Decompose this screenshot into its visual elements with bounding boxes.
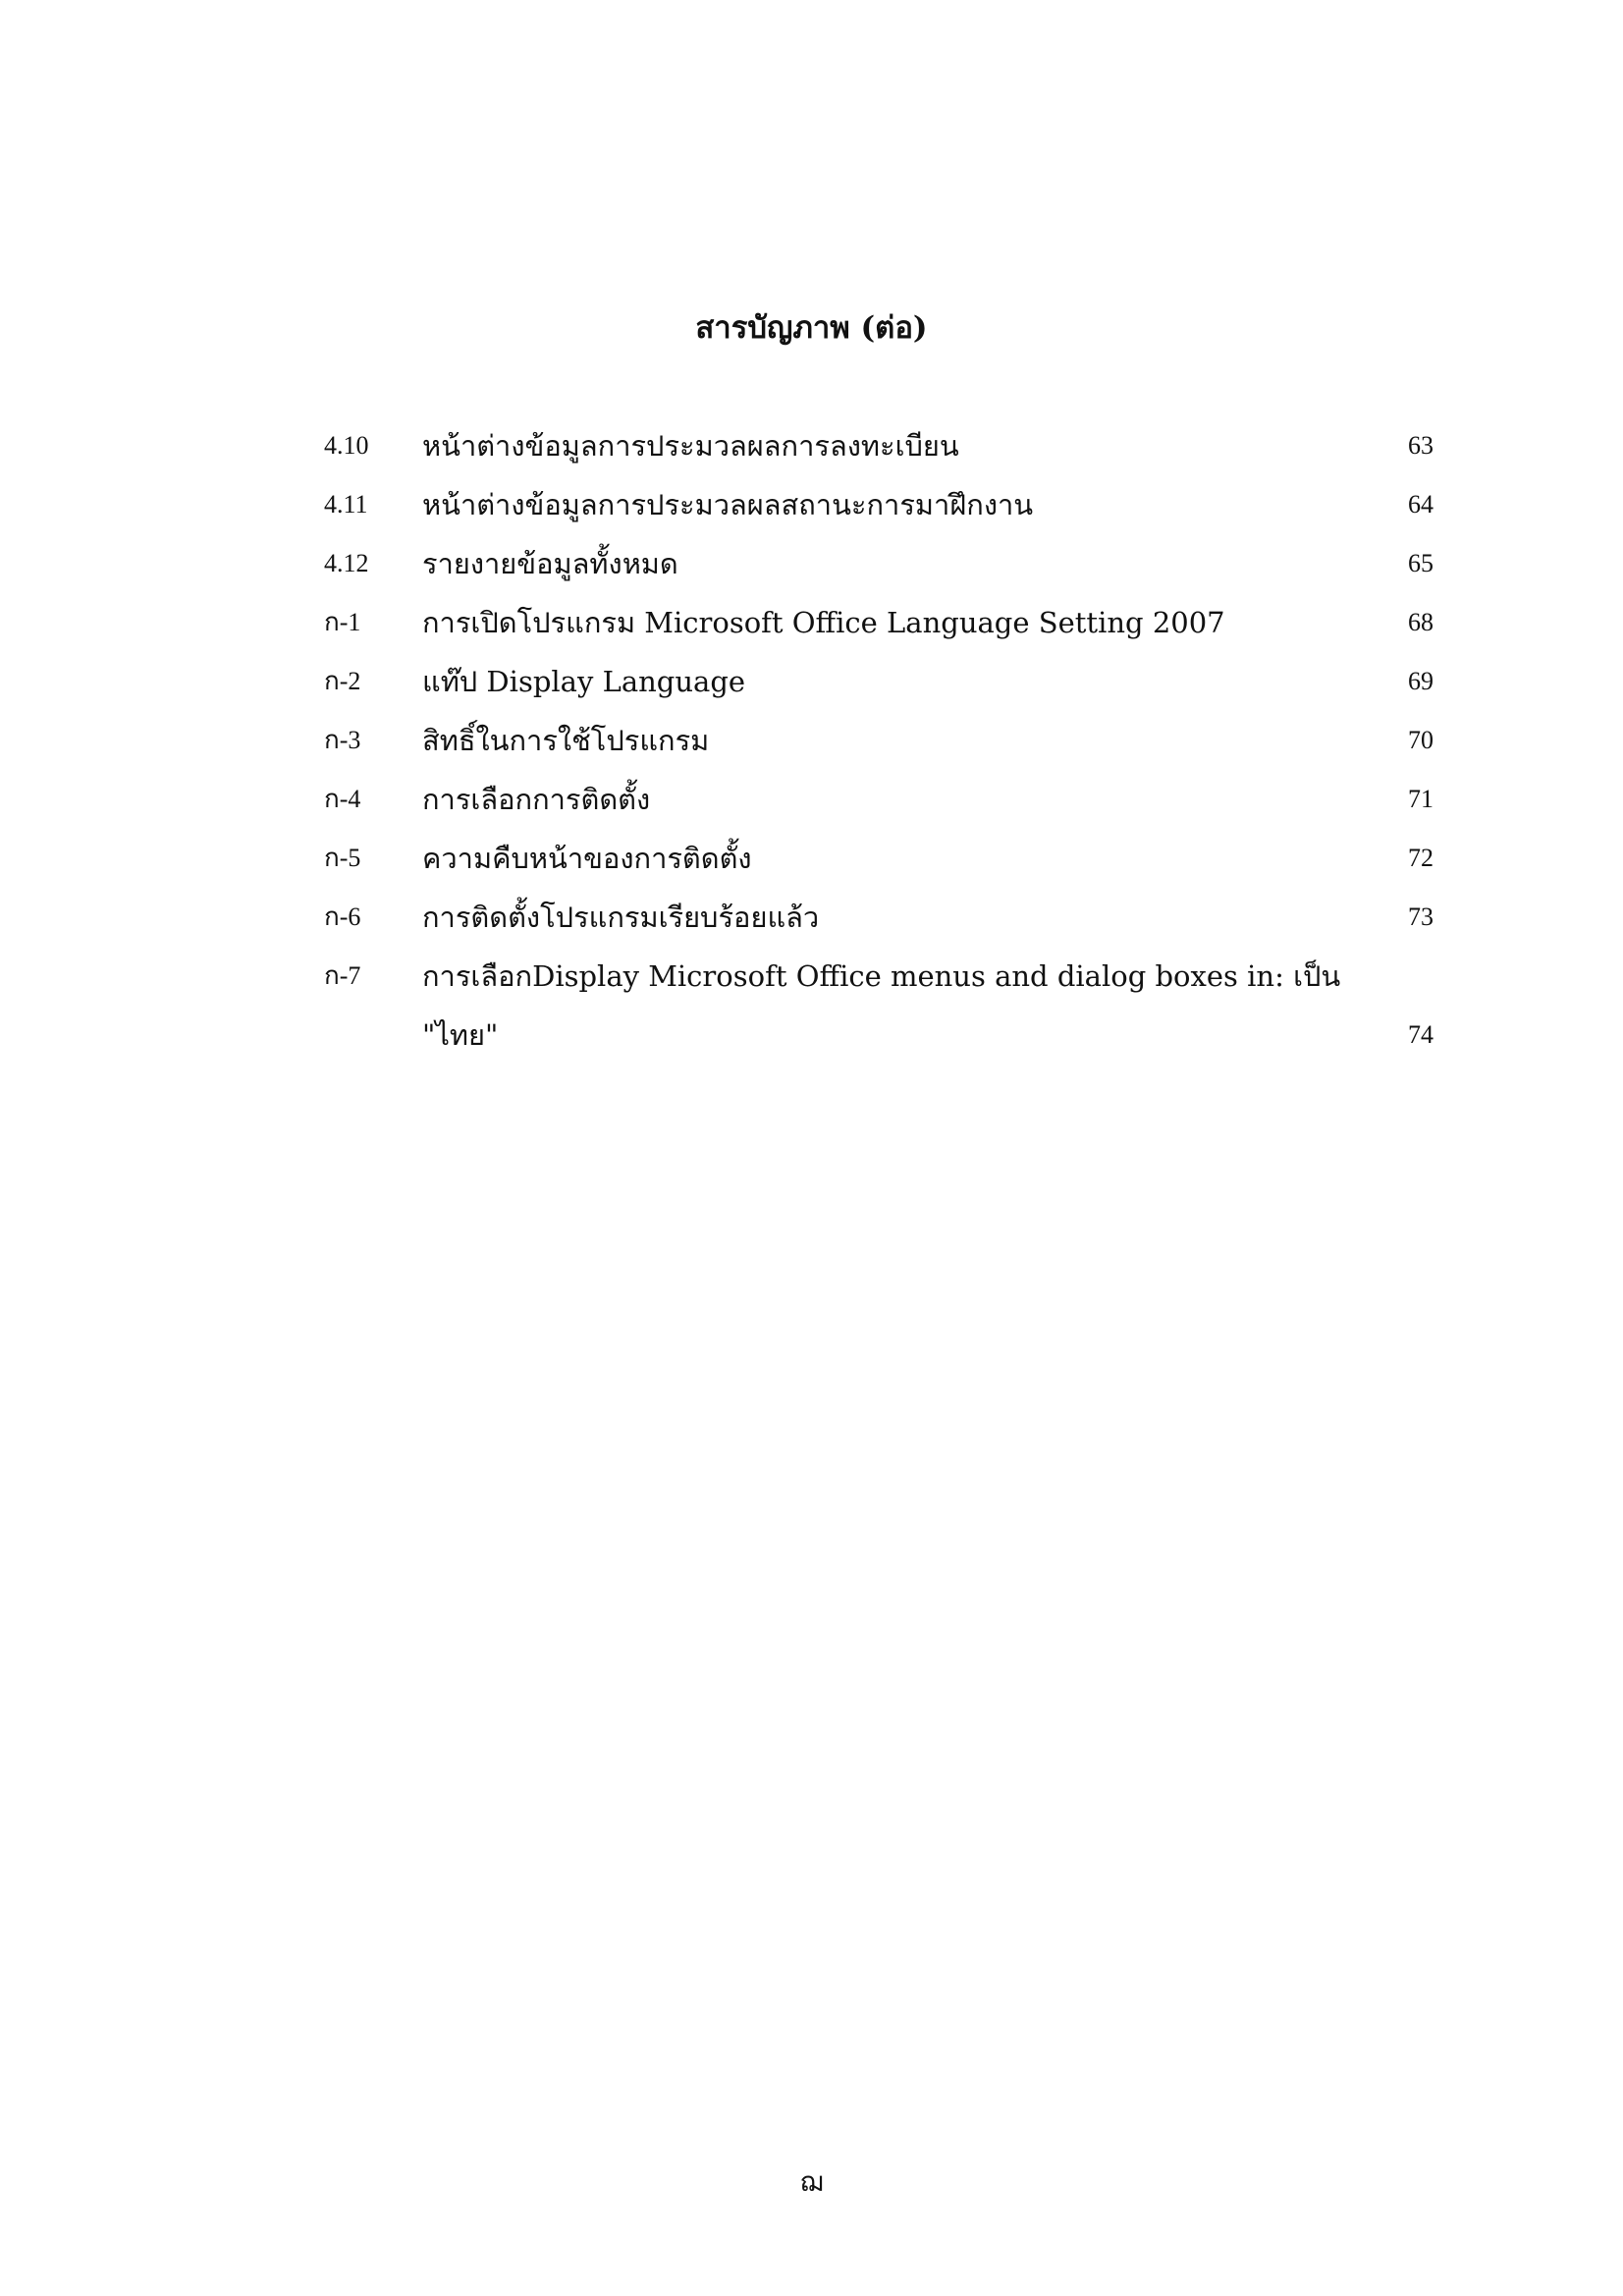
entry-number: ก-7	[324, 961, 361, 990]
entry-number: ก-1	[324, 608, 361, 636]
entry-title: สิทธิ์ในการใช้โปรแกรม	[422, 724, 710, 757]
toc-entry	[324, 715, 1434, 774]
entry-title: การเปิดโปรแกรม Microsoft Office Language Setting 2007	[422, 606, 1225, 639]
toc-entry	[324, 892, 1434, 951]
entry-page: 73	[1408, 902, 1434, 931]
toc-entry	[324, 656, 1434, 715]
entry-title: รายงายข้อมูลทั้งหมด	[422, 547, 678, 580]
page-title: สารบัญภาพ (ต่อ)	[695, 310, 928, 346]
entry-number: 4.11	[324, 490, 368, 519]
entry-title: "ไทย"	[422, 1018, 499, 1052]
toc-entry	[324, 479, 1434, 538]
entry-number: ก-2	[324, 667, 361, 695]
entry-title: การติดตั้งโปรแกรมเรียบร้อยแล้ว	[422, 901, 820, 934]
entry-number: ก-4	[324, 785, 361, 813]
entry-title: หน้าต่างข้อมูลการประมวลผลการลงทะเบียน	[422, 429, 959, 463]
entry-page: 70	[1408, 726, 1434, 754]
toc-list	[324, 420, 1434, 1068]
entry-title: แท๊ป Display Language	[422, 665, 746, 698]
entry-number: ก-5	[324, 844, 361, 872]
toc-entry	[324, 420, 1434, 479]
entry-page: 64	[1408, 490, 1434, 519]
toc-entry	[324, 951, 1434, 1010]
entry-title: การเลือกการติดตั้ง	[422, 783, 651, 816]
entry-page: 69	[1408, 667, 1434, 695]
page-number: ฌ	[799, 2165, 824, 2198]
entry-title: หน้าต่างข้อมูลการประมวลผลสถานะการมาฝึกงาน	[422, 488, 1034, 521]
entry-page: 71	[1408, 785, 1434, 813]
toc-entry	[324, 597, 1434, 656]
entry-page: 68	[1408, 608, 1434, 636]
entry-number: ก-6	[324, 902, 361, 931]
entry-number: 4.12	[324, 549, 369, 577]
toc-entry	[324, 833, 1434, 892]
toc-entry-continuation	[324, 1010, 1434, 1068]
entry-page: 63	[1408, 431, 1434, 460]
entry-page: 74	[1408, 1020, 1434, 1049]
entry-page: 72	[1408, 844, 1434, 872]
toc-entry	[324, 774, 1434, 833]
entry-title: ความคืบหน้าของการติดตั้ง	[422, 842, 752, 875]
entry-number: 4.10	[324, 431, 369, 460]
toc-entry	[324, 538, 1434, 597]
entry-title: การเลือกDisplay Microsoft Office menus and dialog boxes in: เป็น	[422, 959, 1341, 993]
entry-page: 65	[1408, 549, 1434, 577]
entry-number: ก-3	[324, 726, 361, 754]
